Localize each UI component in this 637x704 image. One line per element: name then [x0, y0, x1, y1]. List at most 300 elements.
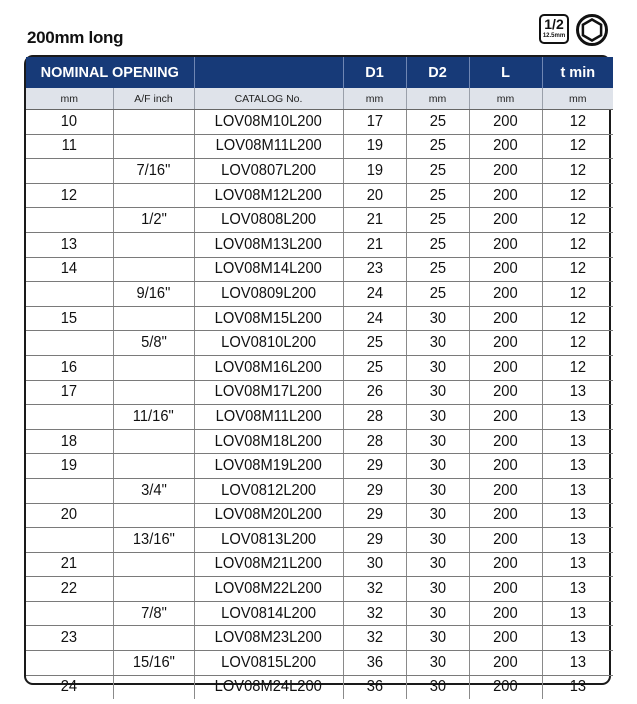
cell-d2: [406, 331, 469, 356]
cell-d1-text: 29: [366, 481, 383, 499]
cell-catalog-no: [194, 626, 343, 651]
table-row: [26, 110, 613, 135]
cell-mm: [26, 454, 113, 479]
cell-d1: [343, 257, 406, 282]
cell-catalog-no: [194, 405, 343, 430]
cell-d1: [343, 626, 406, 651]
cell-af-inch: [113, 528, 194, 553]
cell-d1-text: 32: [366, 604, 383, 622]
cell-l-text: 200: [493, 457, 518, 475]
cell-d2-text: 25: [429, 137, 446, 155]
cell-l-text: 200: [493, 629, 518, 647]
table-row: [26, 429, 613, 454]
cell-l: [469, 675, 542, 699]
cell-catalog-no-text: LOV0813L200: [221, 530, 316, 548]
cell-l-text: 200: [493, 506, 518, 524]
table-row: [26, 651, 613, 676]
cell-l: [469, 183, 542, 208]
cell-catalog-no-text: LOV0812L200: [221, 481, 316, 499]
cell-t-min: [542, 134, 613, 159]
cell-l-text: 200: [493, 161, 518, 179]
cell-d1-text: 25: [366, 334, 383, 352]
cell-af-inch: [113, 454, 194, 479]
cell-t-min-text: 12: [569, 112, 586, 130]
table-row: [26, 134, 613, 159]
spec-table: [26, 57, 613, 699]
cell-l: [469, 331, 542, 356]
cell-d1-text: 19: [366, 161, 383, 179]
cell-d2: [406, 552, 469, 577]
cell-t-min-text: 13: [569, 481, 586, 499]
cell-af-inch-text: 13/16": [132, 530, 175, 548]
cell-t-min-text: 13: [569, 580, 586, 598]
table-row: [26, 183, 613, 208]
cell-mm: [26, 183, 113, 208]
unit-d2: mm: [406, 88, 469, 110]
cell-mm: [26, 429, 113, 454]
cell-d1-text: 32: [366, 629, 383, 647]
cell-catalog-no: [194, 601, 343, 626]
header-nominal-opening: NOMINAL OPENING: [26, 57, 194, 88]
cell-l-text: 200: [493, 678, 518, 696]
cell-t-min: [542, 380, 613, 405]
cell-d2: [406, 282, 469, 307]
cell-d2: [406, 380, 469, 405]
table-row: [26, 282, 613, 307]
cell-catalog-no-text: LOV08M24L200: [214, 678, 323, 696]
cell-t-min: [542, 282, 613, 307]
cell-catalog-no-text: LOV0814L200: [221, 604, 316, 622]
table-row: [26, 405, 613, 430]
cell-d1-text: 36: [366, 653, 383, 671]
cell-t-min-text: 12: [569, 260, 586, 278]
cell-t-min-text: 12: [569, 161, 586, 179]
spec-table-body: [26, 110, 613, 700]
cell-d2-text: 30: [429, 506, 446, 524]
cell-mm: [26, 626, 113, 651]
cell-l: [469, 454, 542, 479]
cell-af-inch: [113, 552, 194, 577]
cell-d2-text: 25: [429, 284, 446, 302]
table-row: [26, 306, 613, 331]
cell-d1-text: 29: [366, 530, 383, 548]
cell-catalog-no-text: LOV08M21L200: [214, 555, 323, 573]
page-title: 200mm long: [27, 28, 124, 47]
cell-d1: [343, 282, 406, 307]
cell-d1-text: 25: [366, 358, 383, 376]
cell-l: [469, 232, 542, 257]
cell-d2: [406, 134, 469, 159]
cell-l: [469, 478, 542, 503]
cell-af-inch: [113, 183, 194, 208]
cell-t-min: [542, 183, 613, 208]
cell-af-inch: [113, 355, 194, 380]
table-row: [26, 503, 613, 528]
cell-l-text: 200: [493, 383, 518, 401]
cell-catalog-no: [194, 331, 343, 356]
cell-d2-text: 30: [429, 629, 446, 647]
cell-mm-text: 19: [61, 457, 78, 475]
table-row: [26, 626, 613, 651]
cell-l: [469, 626, 542, 651]
cell-t-min-text: 13: [569, 383, 586, 401]
cell-af-inch: [113, 478, 194, 503]
cell-mm: [26, 675, 113, 699]
cell-l-text: 200: [493, 186, 518, 204]
unit-d1: mm: [343, 88, 406, 110]
cell-l-text: 200: [493, 530, 518, 548]
cell-l-text: 200: [493, 358, 518, 376]
cell-d1-text: 19: [366, 137, 383, 155]
cell-mm: [26, 110, 113, 135]
cell-t-min: [542, 257, 613, 282]
cell-l: [469, 380, 542, 405]
cell-mm-text: 14: [61, 260, 78, 278]
cell-d1-text: 24: [366, 309, 383, 327]
cell-catalog-no-text: LOV08M11L200: [215, 407, 322, 425]
cell-d2: [406, 528, 469, 553]
cell-t-min: [542, 552, 613, 577]
cell-mm-text: 13: [61, 235, 78, 253]
header-d1: D1: [343, 57, 406, 88]
drive-size-fraction: 1/2: [544, 16, 564, 32]
cell-af-inch: [113, 134, 194, 159]
cell-l-text: 200: [493, 309, 518, 327]
unit-t-min: mm: [542, 88, 613, 110]
cell-d2-text: 25: [429, 211, 446, 229]
cell-l-text: 200: [493, 334, 518, 352]
cell-d1: [343, 651, 406, 676]
cell-catalog-no: [194, 478, 343, 503]
cell-t-min-text: 13: [569, 432, 586, 450]
cell-d1-text: 24: [366, 284, 383, 302]
cell-af-inch: [113, 232, 194, 257]
cell-l: [469, 355, 542, 380]
cell-d1: [343, 331, 406, 356]
cell-d2-text: 25: [429, 260, 446, 278]
cell-l-text: 200: [493, 555, 518, 573]
cell-mm-text: 11: [61, 137, 77, 155]
cell-af-inch: [113, 651, 194, 676]
cell-catalog-no-text: LOV0815L200: [221, 653, 316, 671]
cell-l: [469, 552, 542, 577]
cell-l-text: 200: [493, 653, 518, 671]
cell-catalog-no-text: LOV08M11L200: [215, 137, 322, 155]
cell-mm: [26, 601, 113, 626]
cell-d2: [406, 577, 469, 602]
cell-l-text: 200: [493, 604, 518, 622]
cell-l-text: 200: [493, 211, 518, 229]
cell-l: [469, 159, 542, 184]
table-row: [26, 159, 613, 184]
cell-l: [469, 577, 542, 602]
cell-t-min: [542, 110, 613, 135]
cell-d1: [343, 577, 406, 602]
cell-af-inch: [113, 306, 194, 331]
cell-d2: [406, 454, 469, 479]
cell-l: [469, 110, 542, 135]
cell-af-inch-text: 15/16": [132, 653, 175, 671]
cell-d2: [406, 601, 469, 626]
cell-mm: [26, 405, 113, 430]
cell-catalog-no: [194, 503, 343, 528]
cell-mm-text: 24: [61, 678, 78, 696]
table-row: [26, 331, 613, 356]
cell-t-min: [542, 626, 613, 651]
cell-mm: [26, 552, 113, 577]
cell-l-text: 200: [493, 260, 518, 278]
table-row: [26, 577, 613, 602]
cell-af-inch: [113, 110, 194, 135]
table-row: [26, 454, 613, 479]
unit-catalog-no: CATALOG No.: [194, 88, 343, 110]
cell-catalog-no-text: LOV0807L200: [221, 161, 316, 179]
cell-t-min-text: 13: [569, 407, 586, 425]
cell-catalog-no: [194, 257, 343, 282]
cell-af-inch: [113, 429, 194, 454]
cell-d2-text: 30: [429, 457, 446, 475]
cell-catalog-no: [194, 232, 343, 257]
cell-catalog-no: [194, 282, 343, 307]
cell-d2: [406, 355, 469, 380]
cell-t-min-text: 13: [569, 653, 586, 671]
cell-catalog-no: [194, 528, 343, 553]
cell-t-min: [542, 355, 613, 380]
cell-t-min: [542, 528, 613, 553]
cell-d2: [406, 183, 469, 208]
cell-l: [469, 208, 542, 233]
cell-af-inch: [113, 159, 194, 184]
header-catalog-blank: [194, 57, 343, 88]
cell-d1: [343, 232, 406, 257]
cell-d2: [406, 232, 469, 257]
cell-d2: [406, 306, 469, 331]
cell-t-min-text: 12: [569, 358, 586, 376]
table-row: [26, 675, 613, 699]
square-drive-icon: [539, 14, 569, 44]
cell-t-min: [542, 478, 613, 503]
cell-d2: [406, 159, 469, 184]
cell-d2: [406, 675, 469, 699]
cell-t-min: [542, 208, 613, 233]
cell-catalog-no-text: LOV08M12L200: [214, 186, 323, 204]
cell-af-inch: [113, 601, 194, 626]
cell-t-min: [542, 429, 613, 454]
cell-catalog-no-text: LOV08M13L200: [214, 235, 323, 253]
cell-d1: [343, 601, 406, 626]
cell-t-min-text: 12: [569, 235, 586, 253]
cell-l-text: 200: [493, 137, 518, 155]
cell-catalog-no: [194, 355, 343, 380]
cell-d2-text: 30: [429, 604, 446, 622]
cell-d2-text: 30: [429, 678, 446, 696]
cell-mm-text: 17: [61, 383, 78, 401]
cell-d2: [406, 651, 469, 676]
cell-d2: [406, 208, 469, 233]
cell-t-min-text: 12: [569, 186, 586, 204]
cell-d1: [343, 134, 406, 159]
cell-t-min: [542, 159, 613, 184]
cell-d1: [343, 478, 406, 503]
cell-d1: [343, 110, 406, 135]
cell-d1-text: 21: [366, 235, 383, 253]
cell-d2-text: 30: [429, 309, 446, 327]
cell-catalog-no-text: LOV08M16L200: [214, 358, 323, 376]
cell-mm: [26, 331, 113, 356]
cell-l-text: 200: [493, 580, 518, 598]
cell-catalog-no-text: LOV08M15L200: [214, 309, 323, 327]
cell-mm-text: 23: [61, 629, 78, 647]
cell-t-min-text: 12: [569, 284, 586, 302]
cell-d2: [406, 626, 469, 651]
cell-d2-text: 25: [429, 235, 446, 253]
cell-af-inch: [113, 626, 194, 651]
cell-d2-text: 30: [429, 407, 446, 425]
cell-d2: [406, 503, 469, 528]
cell-l: [469, 257, 542, 282]
cell-mm: [26, 355, 113, 380]
table-row: [26, 355, 613, 380]
cell-t-min-text: 12: [569, 211, 586, 229]
cell-catalog-no: [194, 183, 343, 208]
hex-socket-icon: [575, 13, 609, 47]
cell-af-inch: [113, 257, 194, 282]
cell-mm: [26, 651, 113, 676]
table-row: [26, 601, 613, 626]
cell-l-text: 200: [493, 407, 518, 425]
cell-catalog-no: [194, 577, 343, 602]
cell-d2-text: 30: [429, 580, 446, 598]
cell-catalog-no-text: LOV0808L200: [221, 211, 316, 229]
cell-mm: [26, 257, 113, 282]
cell-catalog-no: [194, 454, 343, 479]
cell-l: [469, 306, 542, 331]
cell-catalog-no: [194, 208, 343, 233]
cell-catalog-no-text: LOV08M14L200: [214, 260, 323, 278]
cell-d2: [406, 478, 469, 503]
cell-catalog-no: [194, 380, 343, 405]
table-row: [26, 232, 613, 257]
cell-mm-text: 12: [61, 186, 78, 204]
cell-catalog-no: [194, 429, 343, 454]
cell-catalog-no: [194, 110, 343, 135]
cell-catalog-no-text: LOV08M19L200: [214, 457, 323, 475]
cell-catalog-no: [194, 134, 343, 159]
cell-af-inch: [113, 405, 194, 430]
cell-d1-text: 36: [366, 678, 383, 696]
table-row: [26, 380, 613, 405]
cell-l: [469, 651, 542, 676]
cell-mm-text: 21: [61, 555, 78, 573]
cell-d1-text: 23: [366, 260, 383, 278]
table-row: [26, 478, 613, 503]
cell-t-min: [542, 601, 613, 626]
cell-af-inch-text: 11/16": [133, 407, 174, 425]
cell-catalog-no-text: LOV08M22L200: [214, 580, 323, 598]
cell-t-min: [542, 503, 613, 528]
cell-mm: [26, 282, 113, 307]
cell-d1-text: 17: [366, 112, 383, 130]
cell-catalog-no: [194, 651, 343, 676]
cell-af-inch-text: 9/16": [136, 284, 171, 302]
cell-af-inch-text: 5/8": [140, 334, 167, 352]
cell-d1-text: 26: [366, 383, 383, 401]
cell-catalog-no-text: LOV08M17L200: [214, 383, 323, 401]
cell-af-inch: [113, 503, 194, 528]
cell-catalog-no-text: LOV08M18L200: [214, 432, 323, 450]
cell-d2-text: 30: [429, 530, 446, 548]
cell-mm: [26, 232, 113, 257]
cell-d1-text: 20: [366, 186, 383, 204]
cell-af-inch: [113, 380, 194, 405]
cell-mm: [26, 528, 113, 553]
cell-t-min-text: 13: [569, 604, 586, 622]
cell-t-min-text: 13: [569, 629, 586, 647]
cell-l-text: 200: [493, 481, 518, 499]
cell-catalog-no-text: LOV08M10L200: [214, 112, 323, 130]
cell-l-text: 200: [493, 432, 518, 450]
cell-t-min-text: 12: [569, 334, 586, 352]
cell-mm-text: 20: [61, 506, 78, 524]
header-t-min: t min: [542, 57, 613, 88]
cell-t-min: [542, 405, 613, 430]
cell-af-inch-text: 7/8": [140, 604, 167, 622]
header-d2: D2: [406, 57, 469, 88]
cell-mm: [26, 306, 113, 331]
cell-mm: [26, 380, 113, 405]
cell-t-min-text: 13: [569, 457, 586, 475]
cell-catalog-no-text: LOV0809L200: [221, 284, 316, 302]
cell-d2-text: 30: [429, 334, 446, 352]
cell-af-inch: [113, 331, 194, 356]
cell-catalog-no: [194, 306, 343, 331]
cell-mm: [26, 159, 113, 184]
cell-l: [469, 134, 542, 159]
cell-d1: [343, 454, 406, 479]
cell-l: [469, 429, 542, 454]
drive-size-mm: 12.5mm: [542, 33, 566, 39]
cell-d1: [343, 528, 406, 553]
cell-af-inch-text: 1/2": [140, 211, 167, 229]
cell-d2-text: 30: [429, 653, 446, 671]
cell-catalog-no: [194, 159, 343, 184]
cell-d1: [343, 405, 406, 430]
cell-d1-text: 28: [366, 407, 383, 425]
cell-t-min-text: 12: [569, 309, 586, 327]
cell-d2: [406, 257, 469, 282]
cell-l: [469, 528, 542, 553]
cell-t-min: [542, 577, 613, 602]
cell-d2: [406, 110, 469, 135]
cell-mm: [26, 503, 113, 528]
cell-l: [469, 282, 542, 307]
cell-d1: [343, 183, 406, 208]
cell-t-min-text: 13: [569, 678, 586, 696]
cell-mm-text: 15: [61, 309, 78, 327]
cell-t-min-text: 13: [569, 506, 586, 524]
cell-d2-text: 30: [429, 555, 446, 573]
cell-catalog-no-text: LOV08M20L200: [214, 506, 323, 524]
cell-t-min: [542, 675, 613, 699]
cell-d2-text: 25: [429, 161, 446, 179]
cell-d2-text: 25: [429, 112, 446, 130]
cell-d1: [343, 552, 406, 577]
cell-mm-text: 22: [61, 580, 78, 598]
cell-t-min: [542, 331, 613, 356]
cell-d2-text: 30: [429, 358, 446, 376]
unit-af-inch: A/F inch: [113, 88, 194, 110]
cell-t-min: [542, 454, 613, 479]
